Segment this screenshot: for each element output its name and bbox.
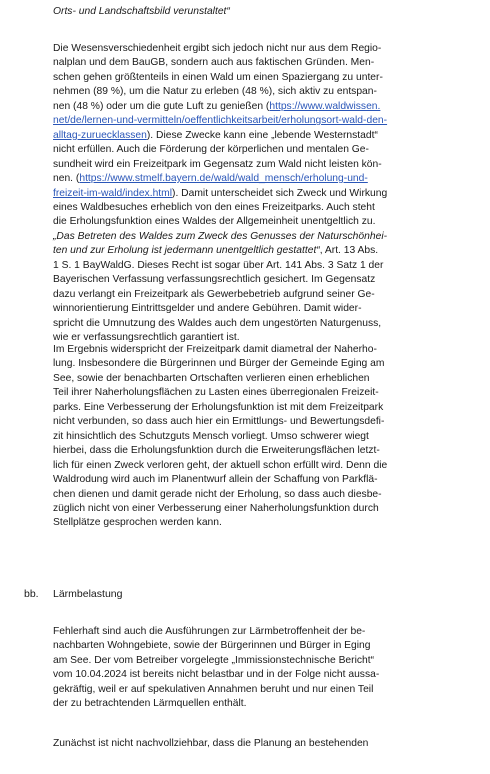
paragraph-line: See, sowie der benachbarten Ortschaften verlieren einen erheblichen: [53, 372, 370, 384]
paragraph-line: [53, 288, 471, 302]
text-run: winnorientierung Eintrittsgelder und andere Gebühren. Damit wider-: [53, 303, 362, 315]
paragraph-line: [53, 100, 471, 114]
url-link[interactable]: net/de/lernen-und-vermitteln/oeffentlichkeitsarbeit/erholungsort-wald-den-: [53, 115, 388, 127]
text-run: ). Diese Zwecke kann eine „lebende Westernstadt“: [146, 129, 378, 141]
text-run: Bayerischen Verfassung verfassungsrechtlich gesichert. Im Gegensatz: [53, 274, 376, 286]
paragraph-line: [53, 244, 471, 258]
text-run: nen. (: [53, 173, 80, 185]
paragraph-line: [53, 187, 471, 201]
text-run: wie er verfassungsrechtlich garantiert ist.: [53, 332, 240, 344]
paragraph-line: [53, 302, 471, 316]
quote-ending-line: [53, 5, 471, 19]
paragraph-line: [53, 215, 471, 229]
text-run: eines Waldbesuches erheblich von den eines Freizeitparks. Auch steht: [53, 201, 375, 213]
text-run: sundheit wird ein Freizeitpark im Gegensatz zum Wald nicht leisten kön-: [53, 158, 382, 170]
text-run: nen (48 %) oder um die gute Luft zu genießen (: [53, 100, 270, 112]
italic-quote: ten und zur Erholung ist jedermann unentgeltlich gestattet“: [53, 245, 320, 257]
paragraph-line: Teil ihrer Naherholungsflächen zu Lasten eines überregionalen Freizeit-: [53, 387, 379, 399]
paragraph-line: [53, 172, 471, 186]
url-link[interactable]: alltag-zuruecklassen: [53, 129, 147, 141]
paragraph-line: [53, 201, 471, 215]
paragraph-line: lich für einen Zweck verloren geht, der aktuell schon erfüllt wird. Denn die: [53, 459, 388, 471]
text-run: Die Wesensverschiedenheit ergibt sich jedoch nicht nur aus dem Regio-: [53, 43, 382, 54]
paragraph-line: gekräftig, weil er auf spekulativen Annahmen beruht und nur einen Teil: [53, 683, 374, 695]
text-run: dazu verlangt ein Freizeitpark als Gewerbebetrieb aufgrund seiner Ge-: [53, 288, 375, 300]
paragraph-line: [53, 143, 471, 157]
paragraph-line: [53, 317, 471, 331]
paragraph-forest-recreation: [53, 42, 471, 346]
paragraph-line: lung. Insbesondere die Bürgerinnen und Bürger der Gemeinde Eging am: [53, 358, 385, 370]
paragraph-line: [53, 114, 471, 128]
paragraph-line: [53, 230, 471, 244]
paragraph-line: am See. Der vom Betreiber vorgelegte „Immissionstechnische Bericht“: [53, 654, 375, 666]
paragraph-line: [53, 71, 471, 85]
paragraph-line: [53, 42, 471, 56]
paragraph-line: zit hinsichtlich des Schutzguts Mensch vorliegt. Umso schwerer wiegt: [53, 430, 369, 442]
paragraph-line: [53, 273, 471, 287]
text-run: schen gehen größtenteils in einen Wald um einen Spaziergang zu unter-: [53, 71, 383, 83]
text-run: nehmen (89 %), um die Natur zu erleben (48 %), sich aktiv zu entspan-: [53, 86, 377, 98]
paragraph-continuation: [53, 737, 471, 751]
section-number: bb.: [24, 588, 39, 600]
paragraph-line: nicht verbunden, so dass auch hier ein Ermittlungs- und Bewertungsdefi-: [53, 416, 385, 428]
paragraph-noise: [53, 625, 471, 712]
text-run: , Art. 13 Abs.: [319, 245, 379, 257]
quote-ending-text: Orts- und Landschaftsbild verunstaltet“: [53, 6, 230, 17]
text-run: ). Damit unterscheidet sich Zweck und Wirkung: [172, 187, 388, 199]
url-link[interactable]: freizeit-im-wald/index.html: [53, 187, 173, 199]
paragraph-line: chen dienen und damit gerade nicht der Erholung, so dass auch diesbe-: [53, 488, 382, 500]
text-run: die Erholungsfunktion eines Waldes der Allgemeinheit unentgeltlich zu.: [53, 216, 376, 228]
paragraph-line: [53, 85, 471, 99]
text-run: spricht die Umnutzung des Waldes auch dem ungestörten Naturgenuss,: [53, 317, 382, 329]
paragraph-line: vom 10.04.2024 ist bereits nicht belastbar und in der Folge nicht aussa-: [53, 669, 380, 681]
text-run: 1 S. 1 BayWaldG. Dieses Recht ist sogar über Art. 141 Abs. 3 Satz 1 der: [53, 259, 384, 271]
paragraph-conclusion: [53, 343, 471, 531]
paragraph-line: parks. Eine Verbesserung der Erholungsfunktion ist mit dem Freizeitpark: [53, 401, 384, 413]
paragraph-line: [53, 158, 471, 172]
paragraph-line: Stellplätze gesprochen werden kann.: [53, 517, 222, 529]
paragraph-line: Zunächst ist nicht nachvollziehbar, dass die Planung an bestehenden: [53, 738, 369, 749]
section-title: Lärmbelastung: [53, 588, 123, 600]
paragraph-line: Waldrodung wird auch im Planentwurf allein der Schaffung von Parkflä-: [53, 474, 378, 486]
paragraph-line: [53, 259, 471, 273]
paragraph-line: nachbarten Wohngebiete, sowie der Bürgerinnen und Bürger in Eging: [53, 640, 371, 652]
text-run: nicht erfüllen. Auch die Förderung der körperlichen und mentalen Ge-: [53, 144, 369, 156]
paragraph-line: züglich nicht von einer Verbesserung einer Naherholungsfunktion durch: [53, 502, 379, 514]
paragraph-line: [53, 56, 471, 70]
url-link[interactable]: https://www.stmelf.bayern.de/wald/wald_mensch/erholung-und-: [79, 173, 368, 185]
paragraph-line: [53, 129, 471, 143]
url-link[interactable]: https://www.waldwissen.: [269, 100, 381, 112]
text-run: nalplan und dem BauGB, sondern auch aus faktischen Gründen. Men-: [53, 57, 375, 69]
paragraph-line: hierbei, dass die Erholungsfunktion durch die Erweiterungsflächen letzt-: [53, 445, 380, 457]
paragraph-line: Fehlerhaft sind auch die Ausführungen zur Lärmbetroffenheit der be-: [53, 626, 366, 637]
paragraph-line: der zu betrachtenden Lärmquellen enthält.: [53, 698, 247, 710]
italic-quote: „Das Betreten des Waldes zum Zweck des Genusses der Naturschönhei-: [53, 230, 388, 242]
paragraph-line: Im Ergebnis widerspricht der Freizeitpark damit diametral der Naherho-: [53, 344, 377, 355]
